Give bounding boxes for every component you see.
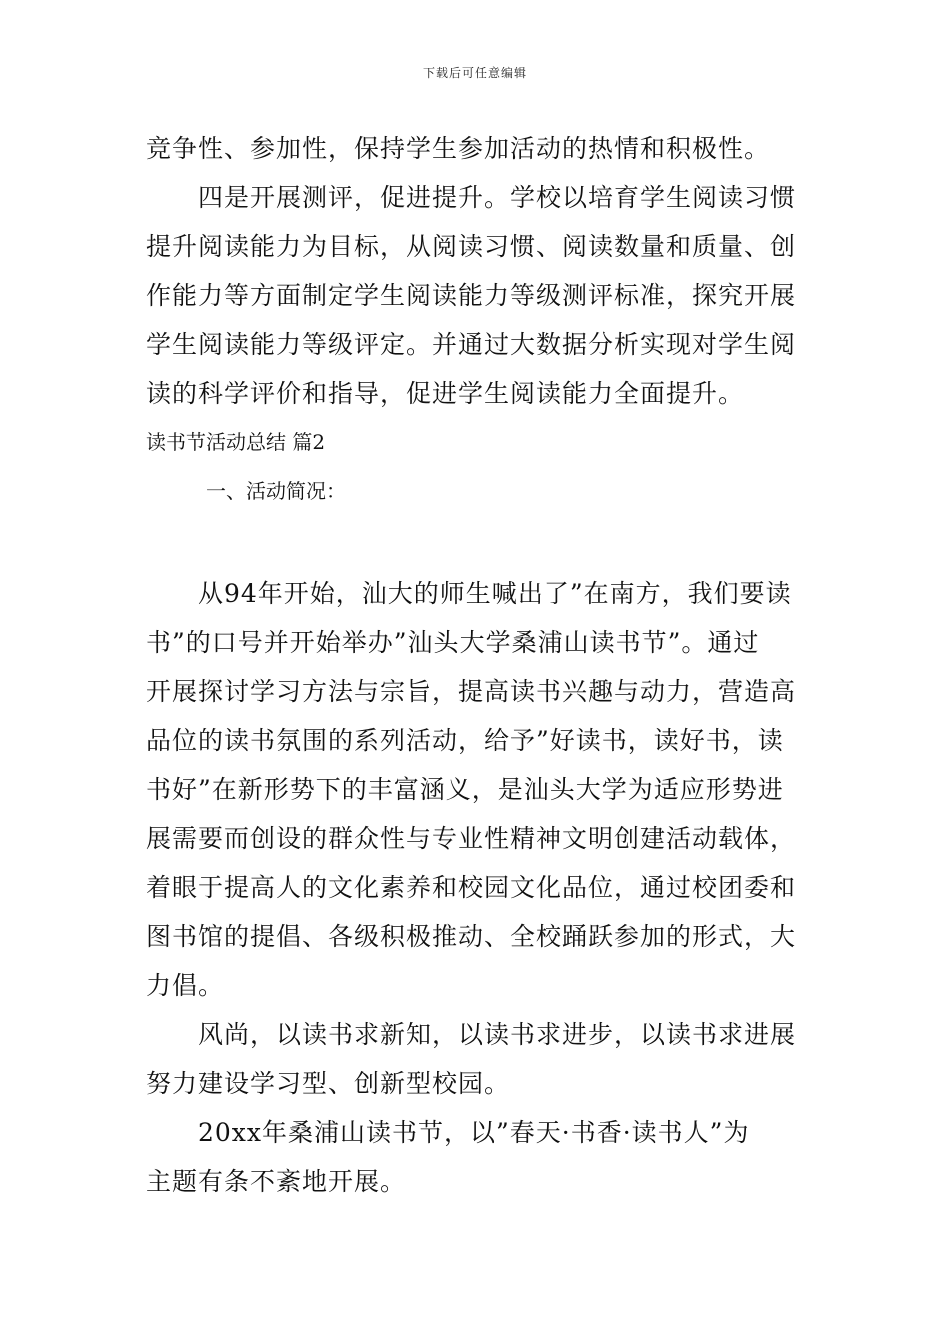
- subheading: 一、活动简况：: [206, 479, 346, 503]
- paragraph-line: 作能力等方面制定学生阅读能力等级测评标准，探究开展: [146, 281, 797, 310]
- document-body: [146, 124, 810, 1206]
- paragraph-line: 四是开展测评，促进提升。学校以培育学生阅读习惯: [198, 183, 797, 212]
- paragraph-line: 书”的口号并开始举办”汕头大学桑浦山读书节”。通过: [146, 628, 760, 657]
- paragraph-line: 竞争性、参加性，保持学生参加活动的热情和积极性。: [146, 134, 771, 163]
- paragraph-line: 开展探讨学习方法与宗旨，提高读书兴趣与动力，营造高: [146, 677, 797, 706]
- paragraph-line: 读的科学评价和指导，促进学生阅读能力全面提升。: [146, 379, 745, 408]
- paragraph-line: 着眼于提高人的文化素养和校园文化品位，通过校团委和: [146, 873, 797, 902]
- header-note: 下载后可任意编辑: [422, 66, 527, 80]
- paragraph-line: 从94年开始，汕大的师生喊出了”在南方，我们要读: [198, 579, 792, 608]
- paragraph-line: 主题有条不紊地开展。: [146, 1167, 407, 1196]
- paragraph-line: 努力建设学习型、创新型校园。: [146, 1069, 511, 1098]
- paragraph-line: 风尚，以读书求新知，以读书求进步，以读书求进展: [198, 1020, 797, 1049]
- paragraph-line: 图书馆的提倡、各级积极推动、全校踊跃参加的形式，大: [146, 922, 797, 951]
- paragraph-line: 提升阅读能力为目标，从阅读习惯、阅读数量和质量、创: [146, 232, 797, 261]
- paragraph-line: 书好”在新形势下的丰富涵义，是汕头大学为适应形势进: [146, 775, 784, 804]
- paragraph-line: 学生阅读能力等级评定。并通过大数据分析实现对学生阅: [146, 330, 797, 359]
- section-title: 读书节活动总结 篇2: [146, 430, 326, 454]
- spacer: [146, 516, 810, 569]
- paragraph-line: 展需要而创设的群众性与专业性精神文明创建活动载体，: [146, 824, 797, 853]
- paragraph-line: 20xx年桑浦山读书节，以”春天·书香·读书人”为: [198, 1118, 750, 1147]
- paragraph-line: 品位的读书氛围的系列活动，给予”好读书，读好书，读: [146, 726, 784, 755]
- paragraph-line: 力倡。: [146, 971, 225, 1000]
